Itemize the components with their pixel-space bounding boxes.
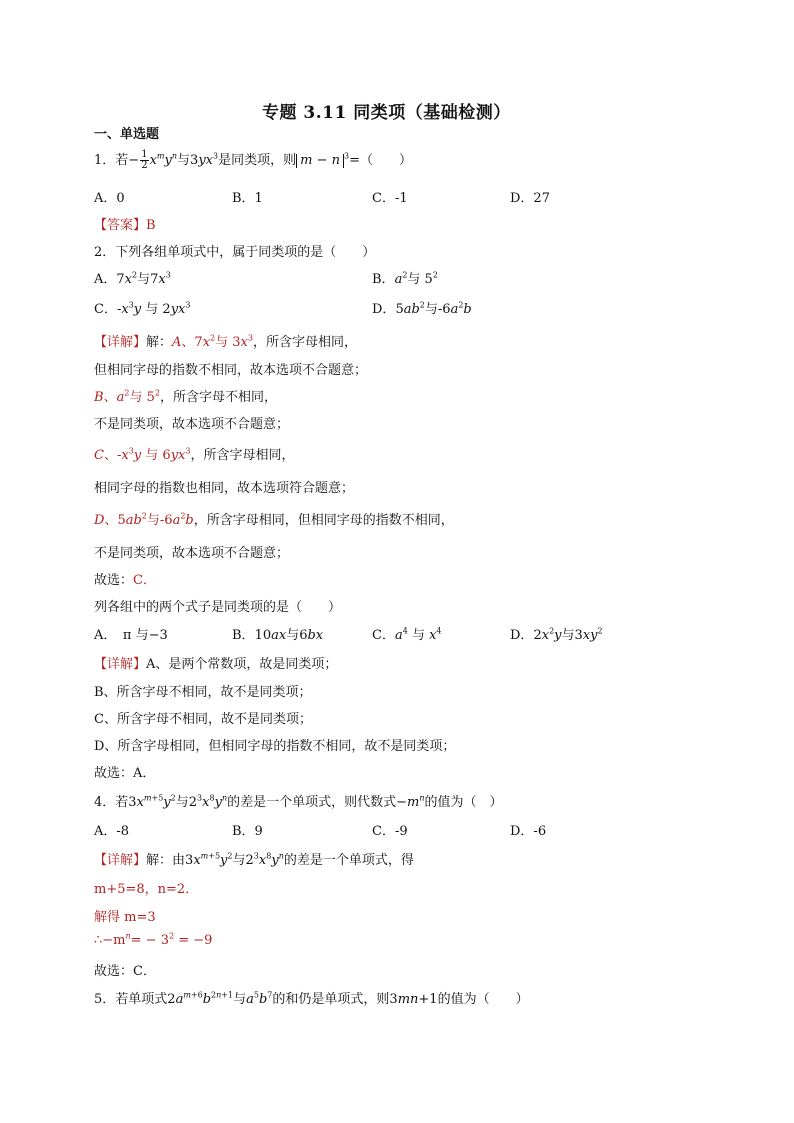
q2-option-c[interactable]: C．$-x^3y$ 与 $2yx^3$ <box>94 300 191 317</box>
q2-detail-line-9: 故选：C． <box>94 573 156 588</box>
q4-detail-line-5: 故选：C． <box>94 964 156 979</box>
q4-option-b[interactable]: B．9 <box>232 824 263 839</box>
q2-detail-line-3: B、$a^2$与 $5^2$，所含字母不相同， <box>94 388 277 405</box>
q3-detail-line-3: C、所含字母不相同，故不是同类项； <box>94 712 312 727</box>
question-4-stem: 4．若$3x^{m+5}y^2$与$2^3x^8y^n$的差是一个单项式，则代数式$-m^n$的值为（ ） <box>94 793 503 810</box>
q3-detail-line-2: B、所含字母不相同，故不是同类项； <box>94 685 312 700</box>
q1-option-b[interactable]: B．1 <box>232 191 263 206</box>
q2-detail-line-5: C、$-x^3y$ 与 $6yx^3$，所含字母相同， <box>94 446 295 463</box>
q3-option-d[interactable]: D．$2x^2y$与$3xy^2$ <box>510 626 603 643</box>
q2-option-a[interactable]: A．$7x^2$与$7x^3$ <box>94 270 171 287</box>
question-3-stem: 列各组中的两个式子是同类项的是（ ） <box>94 600 342 615</box>
q4-detail-line-4: $\therefore-m^n= - 3^2 = -9$ <box>94 931 213 948</box>
q1-expr-a: − $\frac{1}{2}$ $x^my^n$ <box>128 149 178 171</box>
q4-detail-line-1: 【详解】解：由$3x^{m+5}y^2$与$2^3x^8y^n$的差是一个单项式，得 <box>94 851 414 868</box>
q4-option-a[interactable]: A．-8 <box>94 824 130 839</box>
q1-option-d[interactable]: D．27 <box>510 191 550 206</box>
q1-tail: =（ ） <box>349 153 412 168</box>
question-5-stem: 5．若单项式$2a^{m+6}b^{2n+1}$与$a^5b^7$的和仍是单项式，则3mn+1的值为（ ） <box>94 990 529 1007</box>
q2-detail-line-8: 不是同类项，故本选项不合题意； <box>94 546 290 561</box>
q2-option-b[interactable]: B．$a^2$与 $5^2$ <box>372 270 438 287</box>
q3-detail-line-5: 故选：A． <box>94 766 156 781</box>
q4-option-d[interactable]: D．-6 <box>510 824 547 839</box>
q2-detail-line-1: 【详解】解：A、$7x^2$与 $3x^3$，所含字母相同， <box>94 333 357 350</box>
q1-suffix: 是同类项，则 <box>218 153 297 168</box>
q2-detail-line-6: 相同字母的指数也相同，故本选项符合题意； <box>94 481 355 496</box>
q2-detail-line-2: 但相同字母的指数不相同，故本选项不合题意； <box>94 363 368 378</box>
q1-mid: 与 <box>177 153 191 168</box>
section-heading: 一、单选题 <box>94 127 160 142</box>
q1-expr-c: m − n <box>296 154 344 168</box>
q4-detail-line-2: m+5=8，n=2． <box>94 882 199 897</box>
q4-option-c[interactable]: C．-9 <box>372 824 408 839</box>
q1-prefix: 1．若 <box>94 153 129 168</box>
q2-detail-line-7: D、$5ab^2$与$-6a^2b$，所含字母相同，但相同字母的指数不相同， <box>94 511 454 528</box>
q3-option-a[interactable]: A． π 与−3 <box>94 628 168 643</box>
q1-option-a[interactable]: A．0 <box>94 191 125 206</box>
q4-detail-line-3: 解得 m=3 <box>94 910 156 925</box>
q3-option-b[interactable]: B．10ax与6bx <box>232 628 324 643</box>
q3-detail-line-1: 【详解】A、是两个常数项，故是同类项； <box>94 657 338 672</box>
q1-expr-b: $3yx^3$ <box>190 151 219 168</box>
q1-answer: 【答案】B <box>94 218 156 233</box>
question-1-stem: 1．若− $\frac{1}{2}$ $x^my^n$与$3yx^3$是同类项，则 m − n $^3$=（ ） <box>94 149 412 171</box>
q2-option-d[interactable]: D．$5ab^2$与$-6a^2b$ <box>372 300 472 317</box>
q3-option-c[interactable]: C．$a^4$ 与 $x^4$ <box>372 626 442 643</box>
q1-option-c[interactable]: C．-1 <box>372 191 408 206</box>
q3-detail-line-4: D、所含字母相同，但相同字母的指数不相同，故不是同类项； <box>94 739 456 754</box>
q2-detail-line-4: 不是同类项，故本选项不合题意； <box>94 417 290 432</box>
question-2-stem: 2．下列各组单项式中，属于同类项的是（ ） <box>94 245 376 260</box>
page-title: 专题 3.11 同类项（基础检测） <box>262 103 511 123</box>
